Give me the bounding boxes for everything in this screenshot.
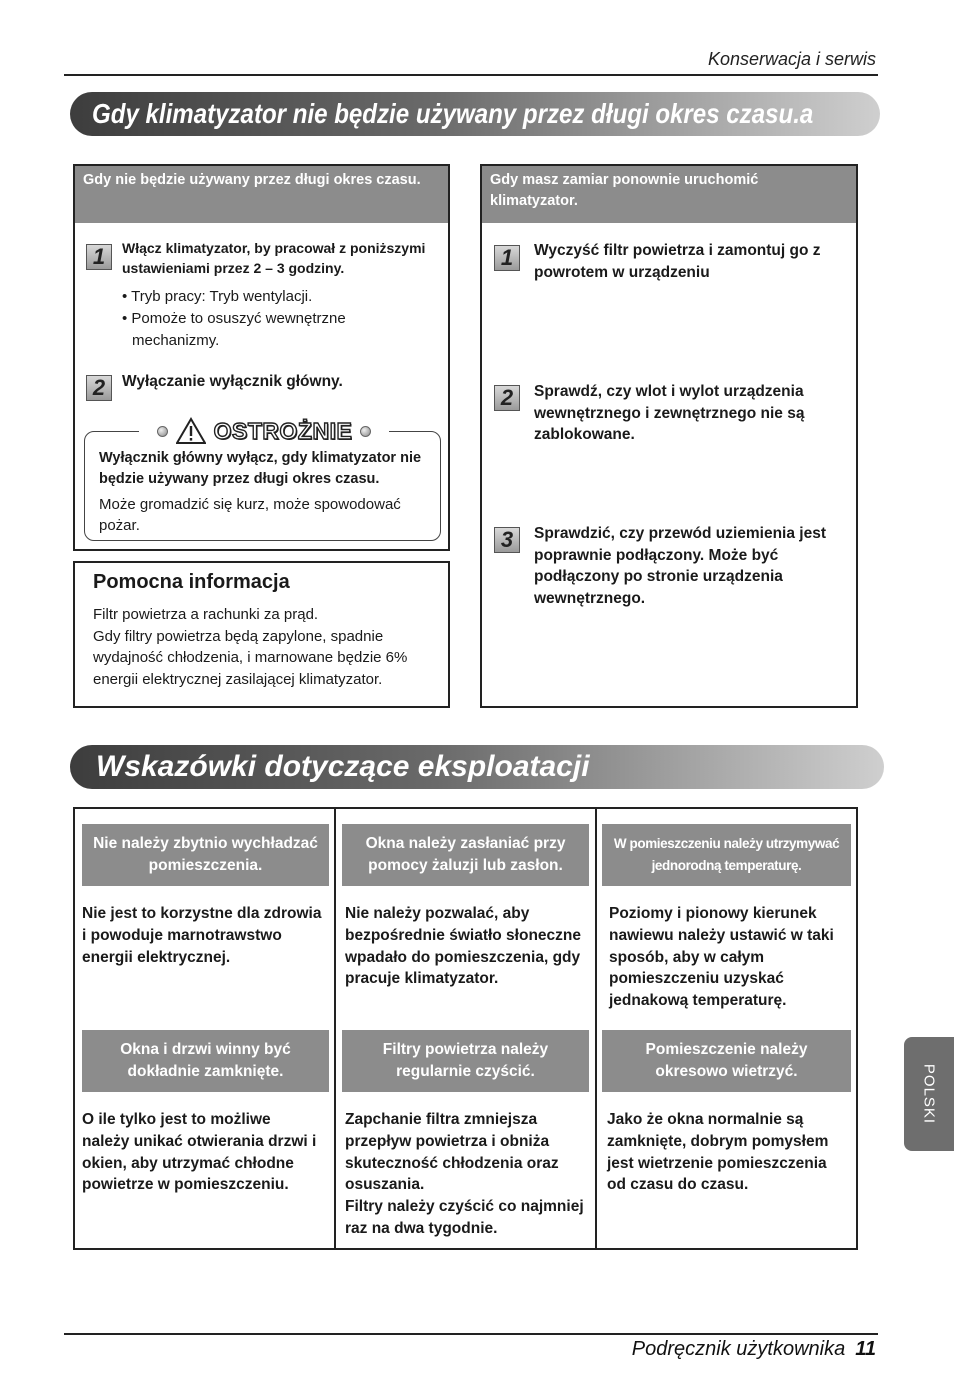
- restart-step-2-text: Sprawdź, czy wlot i wylot urządzenia wewnętrznego i zewnętrznego nie są zablokowane.: [534, 383, 805, 443]
- header-rule: [64, 74, 878, 76]
- info-box-text: Filtr powietrza a rachunki za prąd. Gdy filtry powietrza będą zapylone, spadnie wydajność chłodzenia, i marnowane będzie 6% energii elektrycznej zasilającej klimatyzator.: [93, 606, 408, 688]
- tip-6-heading: Pomieszczenie należy okresowo wietrzyć.: [602, 1030, 851, 1092]
- step-number-1-icon: 1: [86, 244, 112, 270]
- footer: [632, 1338, 876, 1361]
- footer-title: Podręcznik użytkownika: [631, 1338, 846, 1360]
- tip-4-heading: Okna i drzwi winny być dokładnie zamknięte.: [82, 1030, 329, 1092]
- info-box-heading: Pomocna informacja: [93, 571, 290, 593]
- tip-4-text: O ile tylko jest to możliwe należy unikać otwierania drzwi i okien, aby utrzymać chłodne powietrze w pomieszczeniu.: [82, 1111, 317, 1194]
- section-title-tips: Wskazówki dotyczące eksploatacji: [70, 745, 884, 789]
- panel-not-used-heading: Gdy nie będzie używany przez długi okres czasu.: [75, 166, 448, 223]
- section-title-storage-text: Gdy klimatyzator nie będzie używany przez długi okres czasu.a: [92, 98, 814, 129]
- tip-2-text: Nie należy pozwalać, aby bezpośrednie światło słoneczne wpadało do pomieszczenia, gdy pracuje klimatyzator.: [345, 905, 582, 988]
- warning-triangle-icon: [176, 417, 206, 445]
- restart-step-1-text: Wyczyść filtr powietrza i zamontuj go z powrotem w urządzeniu: [534, 242, 821, 281]
- panel-restart: [480, 164, 858, 708]
- caution-right-dot: [360, 426, 371, 437]
- step-number-3-icon: 3: [494, 527, 520, 553]
- caution-left-dot: [157, 426, 168, 437]
- step-2-text: Wyłączanie wyłącznik główny.: [122, 373, 343, 390]
- tip-3-text: Poziomy i pionowy kierunek nawiewu należy ustawić w taki sposób, aby w całym pomieszczeniu uzyskać jednakową temperaturę.: [609, 905, 834, 1010]
- tip-3-heading: W pomieszczeniu należy utrzymywać jednorodną temperaturę.: [602, 824, 851, 886]
- restart-step-3-text: Sprawdzić, czy przewód uziemienia jest poprawnie podłączony. Może być podłączony po stronie urządzenia wewnętrznego.: [534, 525, 827, 607]
- running-header: Konserwacja i serwis: [707, 49, 876, 69]
- tips-grid: [73, 807, 858, 1250]
- step-1-text: Włącz klimatyzator, by pracował z poniższymi ustawieniami przez 2 – 3 godziny.: [122, 240, 426, 276]
- tip-2-heading: Okna należy zasłaniać przy pomocy żaluzji lub zasłon.: [342, 824, 589, 886]
- step-number-2-icon: 2: [494, 385, 520, 411]
- step-number-1-icon: 1: [494, 245, 520, 271]
- tip-1-heading: Nie należy zbytnio wychładzać pomieszczenia.: [82, 824, 329, 886]
- panel-not-used: [73, 164, 450, 551]
- bullet-2: • Pomoże to osuszyć wewnętrzne mechanizmy.: [122, 310, 346, 349]
- language-side-tab: [904, 1037, 954, 1151]
- bullet-1: • Tryb pracy: Tryb wentylacji.: [122, 288, 313, 305]
- tips-divider-2: [595, 809, 597, 1248]
- tip-6-text: Jako że okna normalnie są zamknięte, dobrym pomysłem jest wietrzenie pomieszczenia od czasu do czasu.: [607, 1111, 829, 1194]
- tip-5-text: Zapchanie filtra zmniejsza przepływ powietrza i obniża skuteczność chłodzenia oraz osuszania. Filtry należy czyścić co najmniej raz na dwa tygodnie.: [345, 1111, 584, 1237]
- caution-bold-text: Wyłącznik główny wyłącz, gdy klimatyzator nie będzie używany przez długi okres czasu.: [99, 450, 422, 487]
- caution-text: Może gromadzić się kurz, może spowodować pożar.: [99, 496, 401, 534]
- tip-1-text: Nie jest to korzystne dla zdrowia i powoduje marnotrawstwo energii elektrycznej.: [82, 905, 322, 966]
- section-title-storage: [70, 92, 880, 136]
- info-box: [73, 561, 450, 708]
- page-number: 11: [855, 1338, 876, 1360]
- tips-divider-1: [334, 809, 336, 1248]
- caution-label: OSTROŻNIE: [213, 417, 353, 444]
- tip-5-heading: Filtry powietrza należy regularnie czyścić.: [342, 1030, 589, 1092]
- panel-restart-heading: Gdy masz zamiar ponownie uruchomić klimatyzator.: [482, 166, 856, 223]
- language-side-tab-label: POLSKI: [920, 1063, 938, 1125]
- footer-rule: [64, 1333, 878, 1335]
- caution-header: [139, 414, 389, 448]
- step-number-2-icon: 2: [86, 375, 112, 401]
